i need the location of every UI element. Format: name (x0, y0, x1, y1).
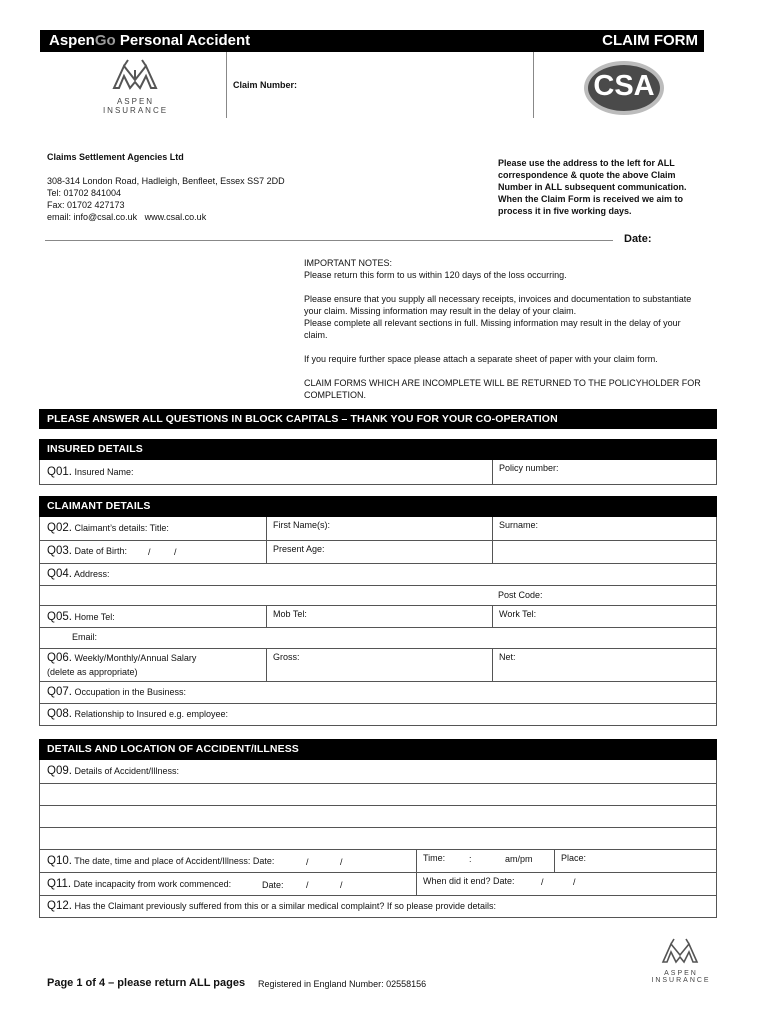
csa-logo-text: CSA (593, 70, 655, 102)
q05-label: Q05. Home Tel: (47, 611, 115, 623)
insured-details-heading: INSURED DETAILS (39, 439, 717, 460)
present-age-field[interactable]: Present Age: (266, 541, 492, 563)
aspen-mountain-icon (88, 58, 183, 92)
title-bar (40, 30, 704, 52)
claim-number-label: Claim Number: (233, 80, 298, 90)
footer-aspen-mountain-icon (643, 937, 719, 965)
footer-logo-line1: ASPEN (664, 970, 698, 977)
q06-row[interactable] (39, 649, 717, 682)
net-field[interactable]: Net: (492, 649, 718, 681)
q04-label: Q04. Address: (47, 568, 110, 580)
q05-row[interactable] (39, 606, 717, 628)
accident-details-heading: DETAILS AND LOCATION OF ACCIDENT/ILLNESS (39, 739, 717, 760)
q11-label: Q11. Date incapacity from work commenced: (47, 878, 232, 890)
aspen-logo (88, 58, 183, 116)
q03-label: Q03. Date of Birth: (47, 545, 127, 557)
q11-row[interactable]: Q11. Date incapacity from work commenced: Date: / / When did it end? Date: / / (39, 873, 717, 896)
address-tel: Tel: 01702 841004 (47, 188, 122, 198)
product-title: AspenGo Personal Accident (49, 32, 251, 49)
block-capitals-banner: PLEASE ANSWER ALL QUESTIONS IN BLOCK CAPITALS – THANK YOU FOR YOUR CO-OPERATION (39, 409, 717, 429)
q02-row[interactable] (39, 517, 717, 541)
correspondence-notice: Please use the address to the left for ALL correspondence & quote the above Claim Number in ALL subsequent communication. When the Claim Form is received we aim to process it in five working days. (498, 158, 687, 216)
q09-row[interactable] (39, 760, 717, 784)
q04-row[interactable] (39, 564, 717, 586)
email-row[interactable] (39, 628, 717, 649)
q06-note: (delete as appropriate) (47, 667, 138, 677)
blank-cell (492, 541, 718, 563)
date-rule (45, 240, 613, 241)
q08-row[interactable] (39, 704, 717, 726)
q07-label: Q07. Occupation in the Business: (47, 686, 187, 698)
insured-name-row[interactable] (39, 460, 717, 485)
form-title: CLAIM FORM (602, 32, 698, 49)
page-indicator: Page 1 of 4 – please return ALL pages (47, 977, 246, 989)
policy-number-field[interactable]: Policy number: (492, 460, 718, 484)
company-name: Claims Settlement Agencies Ltd (47, 152, 184, 162)
first-names-field[interactable]: First Name(s): (266, 517, 492, 540)
mob-tel-field[interactable]: Mob Tel: (266, 606, 492, 627)
aspen-logo-line2: INSURANCE (102, 106, 169, 115)
q07-row[interactable] (39, 682, 717, 704)
q10-label: Q10. The date, time and place of Accident/Illness: Date: (47, 855, 275, 867)
q08-label: Q08. Relationship to Insured e.g. employee: (47, 708, 229, 720)
place-field[interactable]: Place: (554, 850, 718, 872)
header-divider-left (226, 52, 227, 118)
q01-label: Q01. Insured Name: (47, 466, 134, 478)
q02-label: Q02. Claimant’s details: Title: (47, 522, 169, 534)
email-label: Email: (72, 632, 98, 642)
q09-label: Q09. Details of Accident/Illness: (47, 765, 180, 777)
gross-field[interactable]: Gross: (266, 649, 492, 681)
important-notes: IMPORTANT NOTES: Please return this form to us within 120 days of the loss occurring. Please ensure that you supply all necessary receipts, invoices and documentation to substantiate your claim. Missing information may result in the delay of your claim. Please complete all relevant sections in full. Missing information may result in the delay of your claim. If you require further space please attach a separate sheet of paper with your claim form. CLAIM FORMS WHICH ARE INCOMPLETE WILL BE RETURNED TO THE POLICYHOLDER FOR COMPLETION. (304, 258, 701, 400)
address-email: email: info@csal.co.uk www.csal.co.uk (47, 212, 207, 222)
csa-logo (583, 60, 665, 116)
q09-line-4[interactable] (39, 828, 717, 850)
q12-row[interactable] (39, 896, 717, 918)
header-divider-right (533, 52, 534, 118)
end-date-field[interactable]: When did it end? Date: / / (416, 873, 718, 895)
claimant-details-heading: CLAIMANT DETAILS (39, 496, 717, 517)
q12-label: Q12. Has the Claimant previously suffered from this or a similar medical complaint? If so please provide details: (47, 900, 496, 912)
footer-aspen-logo (643, 937, 719, 987)
address-fax: Fax: 01702 427173 (47, 200, 125, 210)
q03-row[interactable]: Q03. Date of Birth: / / Present Age: (39, 541, 717, 564)
post-code-row[interactable] (39, 586, 717, 606)
q10-row[interactable]: Q10. The date, time and place of Accident/Illness: Date: / / Time: : am/pm Place: (39, 850, 717, 873)
footer-logo-line2: INSURANCE (651, 977, 711, 984)
work-tel-field[interactable]: Work Tel: (492, 606, 718, 627)
q06-label: Q06. Weekly/Monthly/Annual Salary (47, 652, 197, 664)
registration-number: Registered in England Number: 02558156 (258, 979, 427, 989)
date-label: Date: (624, 233, 652, 245)
address-street: 308-314 London Road, Hadleigh, Benfleet, Essex SS7 2DD (47, 176, 285, 186)
time-field[interactable]: Time: : am/pm (416, 850, 554, 872)
q09-line-3[interactable] (39, 806, 717, 828)
post-code-label: Post Code: (498, 590, 543, 600)
aspen-logo-line1: ASPEN (116, 97, 155, 106)
q09-line-2[interactable] (39, 784, 717, 806)
surname-field[interactable]: Surname: (492, 517, 718, 540)
